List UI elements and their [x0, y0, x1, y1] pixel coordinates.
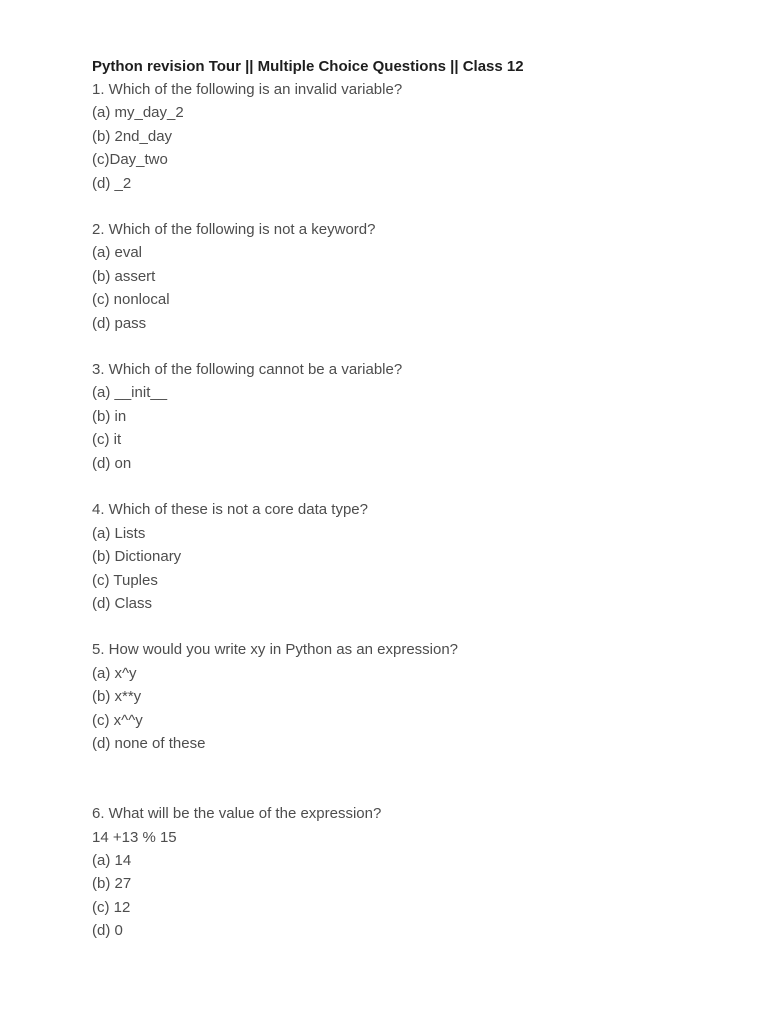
- question-3-option-b: (b) in: [92, 408, 127, 425]
- question-2-option-d: (d) pass: [92, 315, 147, 332]
- question-6-option-a: (a) 14: [92, 852, 132, 869]
- question-2-text: 2. Which of the following is not a keyword?: [92, 221, 376, 238]
- question-6-option-c: (c) 12: [92, 899, 131, 916]
- question-5-option-a: (a) x^y: [92, 665, 137, 682]
- question-1-text: 1. Which of the following is an invalid variable?: [92, 81, 403, 98]
- question-3-option-d: (d) on: [92, 455, 132, 472]
- question-5-option-b: (b) x**y: [92, 688, 142, 705]
- question-3-text: 3. Which of the following cannot be a variable?: [92, 361, 403, 378]
- question-4-text: 4. Which of these is not a core data type?: [92, 501, 368, 518]
- question-3-option-a: (a) __init__: [92, 384, 168, 401]
- question-6-text: 6. What will be the value of the expression?: [92, 805, 382, 822]
- question-1-option-c: (c)Day_two: [92, 151, 168, 168]
- question-4-option-d: (d) Class: [92, 595, 153, 612]
- question-2-option-c: (c) nonlocal: [92, 291, 170, 308]
- question-3-option-c: (c) it: [92, 431, 122, 448]
- question-1-option-b: (b) 2nd_day: [92, 128, 173, 145]
- document-title: Python revision Tour || Multiple Choice Questions || Class 12: [92, 58, 524, 75]
- question-5-text: 5. How would you write xy in Python as an expression?: [92, 641, 459, 658]
- question-5-option-d: (d) none of these: [92, 735, 206, 752]
- question-6-expression: 14 +13 % 15: [92, 829, 177, 846]
- question-4-option-b: (b) Dictionary: [92, 548, 182, 565]
- question-1-option-a: (a) my_day_2: [92, 104, 184, 121]
- question-1-option-d: (d) _2: [92, 175, 132, 192]
- question-6-option-d: (d) 0: [92, 922, 123, 939]
- question-2-option-b: (b) assert: [92, 268, 156, 285]
- question-6-option-b: (b) 27: [92, 875, 132, 892]
- question-4-option-a: (a) Lists: [92, 525, 146, 542]
- question-5-option-c: (c) x^^y: [92, 712, 143, 729]
- question-2-option-a: (a) eval: [92, 244, 143, 261]
- question-4-option-c: (c) Tuples: [92, 572, 158, 589]
